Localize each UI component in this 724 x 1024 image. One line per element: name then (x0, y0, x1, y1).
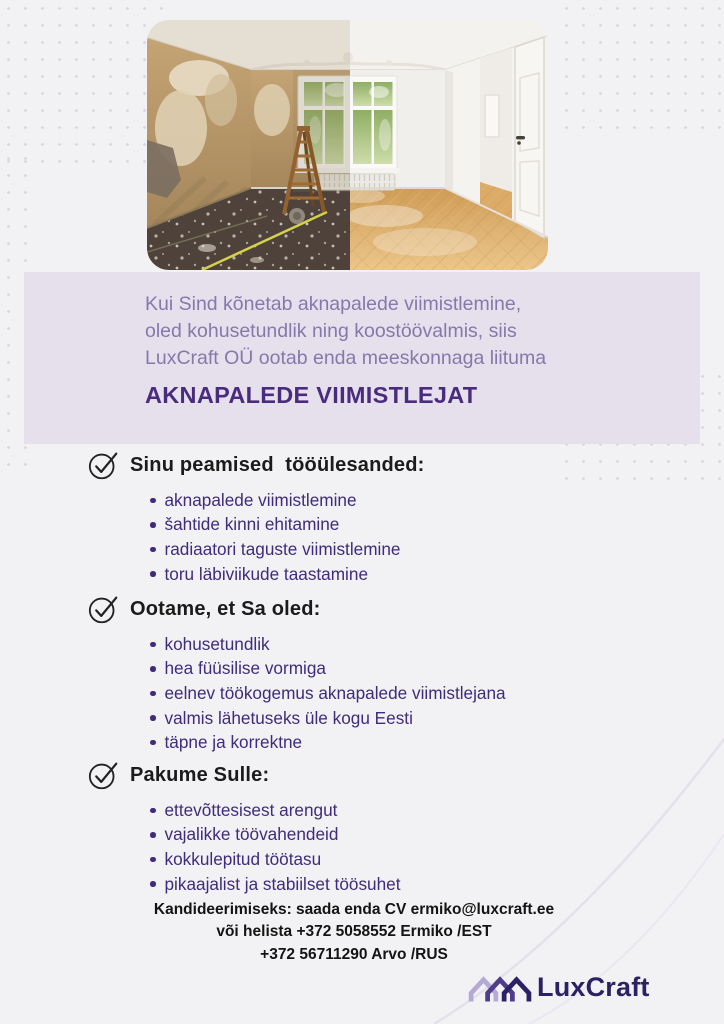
section-heading: Sinu peamised tööülesanded: (130, 454, 425, 476)
before-after-renovation-photo (147, 20, 548, 270)
section-tasks (88, 450, 648, 586)
bullet-text: toru läbiviikude taastamine (164, 563, 368, 584)
contact-line-phone-est: või helista +372 5058552 Ermiko /EST (216, 923, 492, 941)
bullet-dot-icon (150, 498, 156, 504)
bullet-text: eelnev töökogemus aknapalede viimistlejana (164, 682, 506, 703)
bullet-text: hea füüsilise vormiga (164, 658, 326, 679)
bullet-dot-icon (150, 715, 156, 721)
bullet-item (150, 562, 648, 587)
bullet-text: valmis lähetuseks üle kogu Eesti (164, 707, 413, 728)
bullet-text: pikaajalist ja stabiilset töösuhet (164, 873, 401, 894)
bullet-list (88, 488, 648, 586)
check-circle-icon (88, 450, 119, 481)
check-circle-icon (88, 594, 119, 625)
bullet-text: täpne ja korrektne (164, 732, 303, 753)
check-circle-icon (88, 760, 119, 791)
intro-line-1: Kui Sind kõnetab aknapalede viimistlemine, (145, 293, 522, 315)
bullet-item (150, 798, 648, 823)
bullet-item (150, 657, 648, 682)
bullet-item (150, 681, 648, 706)
bullet-text: aknapalede viimistlemine (164, 489, 357, 510)
bullet-item (150, 488, 648, 513)
bullet-item (150, 730, 648, 755)
bullet-item (150, 847, 648, 872)
bullet-dot-icon (150, 857, 156, 863)
bullet-text: kohusetundlik (164, 633, 270, 654)
bullet-dot-icon (150, 740, 156, 746)
bullet-dot-icon (150, 832, 156, 838)
luxcraft-logo (468, 967, 650, 1007)
section-heading: Pakume Sulle: (130, 764, 270, 786)
bullet-dot-icon (150, 571, 156, 577)
bullet-dot-icon (150, 691, 156, 697)
intro-line-2: oled kohusetundlik ning koostöövalmis, siis (145, 320, 517, 342)
contact-line-apply: Kandideerimiseks: saada enda CV ermiko@luxcraft.ee (153, 901, 555, 918)
bullet-item (150, 823, 648, 848)
bullet-text: vajalikke töövahendeid (164, 824, 339, 845)
bullet-text: ettevõttesisest arengut (164, 799, 338, 820)
bullet-item (150, 706, 648, 731)
bullet-dot-icon (150, 881, 156, 887)
dot-grid-pattern (0, 150, 27, 480)
bullet-text: šahtide kinni ehitamine (164, 514, 340, 535)
job-title: AKNAPALEDE VIIMISTLEJAT (145, 382, 478, 408)
bullet-list (88, 632, 648, 755)
section-expectations (88, 594, 648, 755)
section-heading: Ootame, et Sa oled: (130, 598, 321, 620)
intro-line-3: LuxCraft OÜ ootab enda meeskonnaga liituma (145, 347, 547, 369)
bullet-dot-icon (150, 666, 156, 672)
bullet-item (150, 537, 648, 562)
bullet-dot-icon (150, 642, 156, 648)
bullet-text: kokkulepitud töötasu (164, 848, 322, 869)
bullet-item (150, 632, 648, 657)
bullet-item (150, 513, 648, 538)
contact-line-phone-rus: +372 56711290 Arvo /RUS (260, 945, 448, 963)
bullet-text: radiaatori taguste viimistlemine (164, 538, 401, 559)
bullet-item (150, 872, 648, 897)
bullet-dot-icon (150, 547, 156, 553)
bullet-dot-icon (150, 522, 156, 528)
dot-grid-pattern (0, 0, 166, 166)
intro-banner (24, 272, 700, 444)
section-offers (88, 760, 648, 896)
dot-grid-pattern (558, 0, 724, 142)
logo-text: LuxCraft (537, 971, 650, 1002)
house-roofs-icon (468, 969, 532, 1005)
contact-block (0, 899, 716, 966)
bullet-dot-icon (150, 808, 156, 814)
bullet-list (88, 798, 648, 896)
